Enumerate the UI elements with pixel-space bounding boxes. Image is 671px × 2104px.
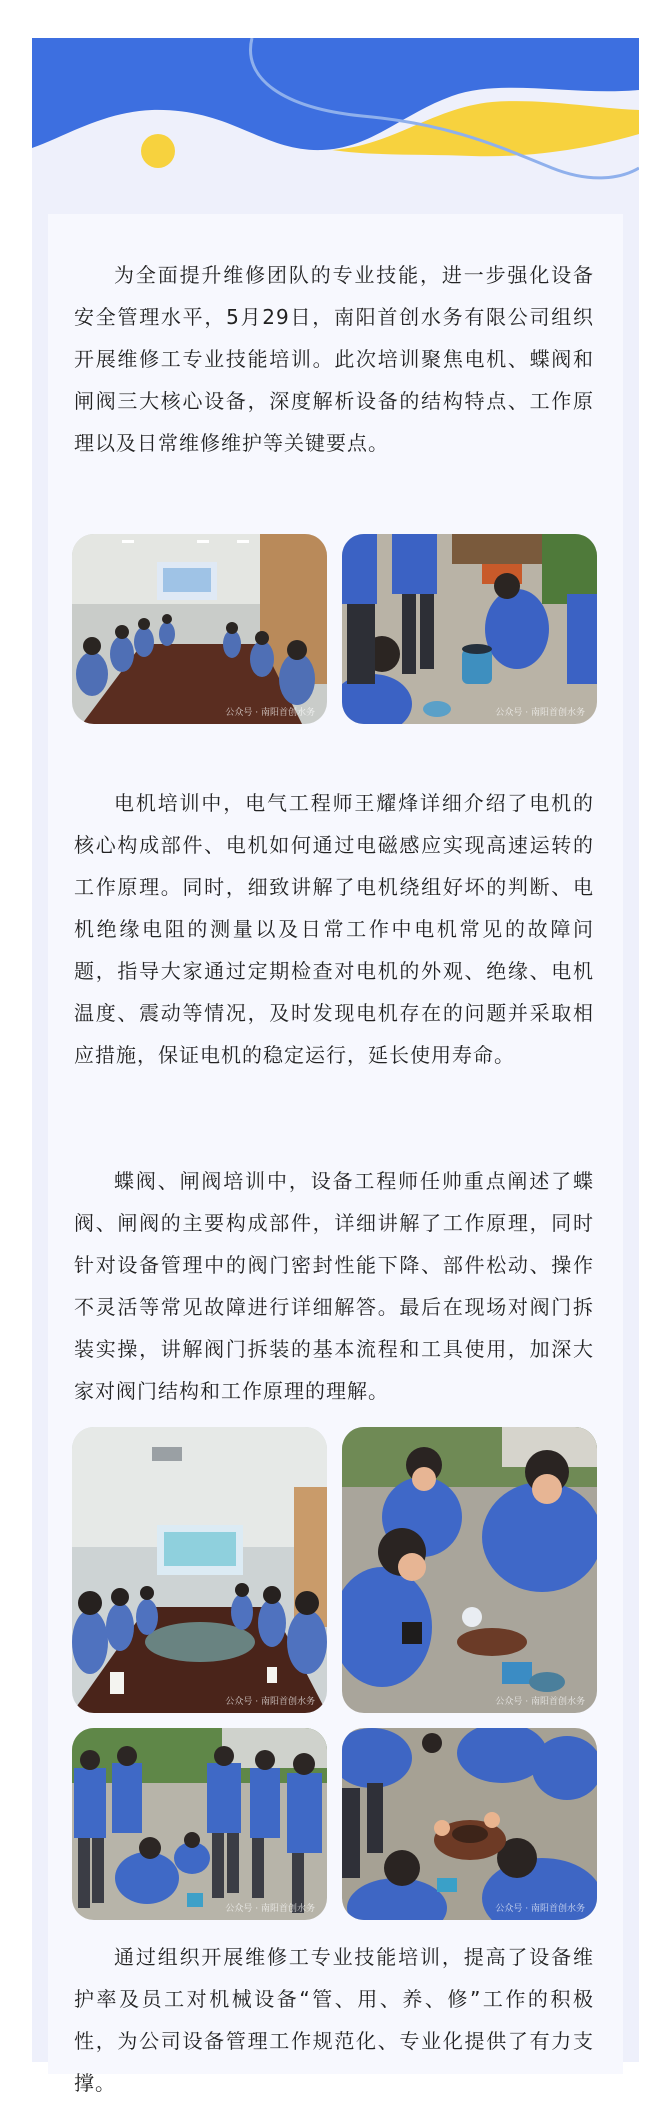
motor-training-paragraph: 电机培训中，电气工程师王耀烽详细介绍了电机的核心构成部件、电机如何通过电磁感应实现高速运转的工作原理。同时，细致讲解了电机绕组好坏的判断、电机绝缘电阻的测量以及日常工作中电机常见的故障问题，指导大家通过定期检查对电机的外观、绝缘、电机温度、震动等情况，及时发现电机存在的问题并采取相应措施，保证电机的稳定运行，延长使用寿命。 xyxy=(74,791,594,1067)
photo-watermark: 公众号 · 南阳首创水务 xyxy=(495,1697,585,1707)
photo-hands-on-repair xyxy=(342,1728,597,1920)
valve-training-paragraph: 蝶阀、闸阀培训中，设备工程师任帅重点阐述了蝶阀、闸阀的主要构成部件，详细讲解了工作原理，同时针对设备管理中的阀门密封性能下降、部件松动、操作不灵活等常见故障进行详细解答。最后在现场对阀门拆装实操，讲解阀门拆装的基本流程和工具使用，加深大家对阀门结构和工作原理的理解。 xyxy=(74,1169,594,1403)
article-frame xyxy=(32,38,639,2095)
photo-watermark: 公众号 · 南阳首创水务 xyxy=(225,708,315,718)
photo-outdoor-group xyxy=(72,1728,327,1920)
photo-motor-inspection xyxy=(342,534,597,724)
intro-paragraph: 为全面提升维修团队的专业技能，进一步强化设备安全管理水平，5月29日，南阳首创水务有限公司组织开展维修工专业技能培训。此次培训聚焦电机、蝶阀和闸阀三大核心设备，深度解析设备的结构特点、工作原理以及日常维修维护等关键要点。 xyxy=(74,263,594,455)
photo-watermark: 公众号 · 南阳首创水务 xyxy=(495,708,585,718)
photo-watermark: 公众号 · 南阳首创水务 xyxy=(225,1904,315,1914)
header-banner xyxy=(32,38,639,218)
photo-valve-lecture xyxy=(72,1427,327,1713)
yellow-dot-icon xyxy=(141,134,175,168)
photo-valve-disassembly xyxy=(342,1427,597,1713)
conclusion-paragraph: 通过组织开展维修工专业技能培训，提高了设备维护率及员工对机械设备“管、用、养、修”工作的积极性，为公司设备管理工作规范化、专业化提供了有力支撑。 xyxy=(74,1945,594,2095)
photo-watermark: 公众号 · 南阳首创水务 xyxy=(225,1697,315,1707)
photo-classroom-training xyxy=(72,534,327,724)
photo-watermark: 公众号 · 南阳首创水务 xyxy=(495,1904,585,1914)
